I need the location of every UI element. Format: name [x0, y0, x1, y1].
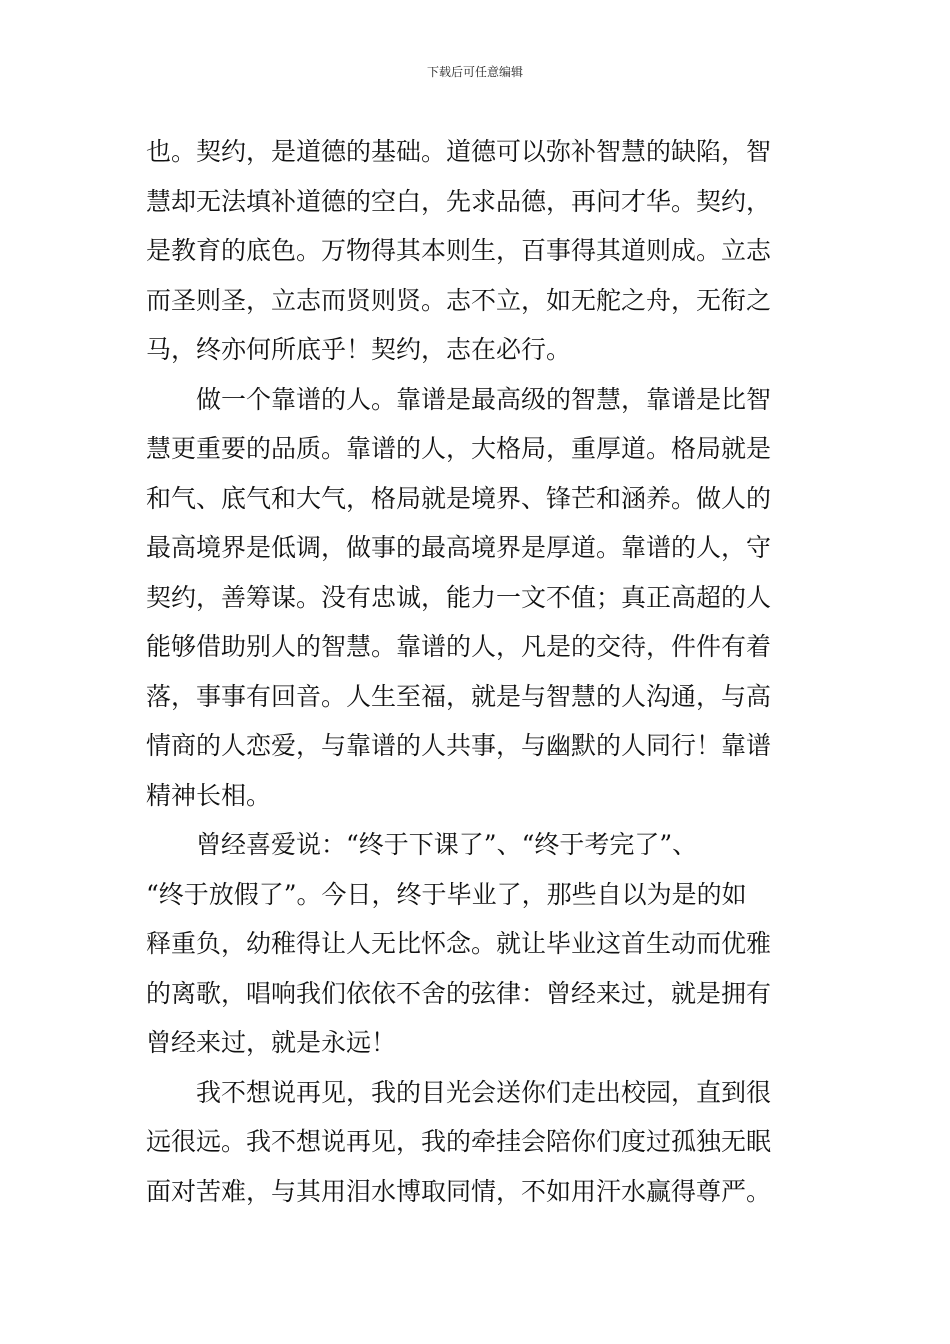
paragraph-line: 的离歌，唱响我们依依不舍的弦律：曾经来过，就是拥有 — [146, 978, 772, 1008]
paragraph-line: 远很远。我不想说再见，我的牵挂会陪你们度过孤独无眠 — [146, 1127, 772, 1156]
paragraph-line: 慧更重要的品质。靠谱的人，大格局，重厚道。格局就是 — [146, 434, 772, 463]
document-body — [146, 127, 811, 1216]
paragraph-line: 而圣则圣，立志而贤则贤。志不立，如无舵之舟，无衔之 — [146, 285, 772, 315]
paragraph-line: 精神长相。 — [146, 780, 272, 810]
paragraph-line: 和气、底气和大气，格局就是境界、锋芒和涵养。做人的 — [146, 483, 772, 513]
paragraph-line: 最高境界是低调，做事的最高境界是厚道。靠谱的人，守 — [146, 533, 772, 562]
paragraph-line: 马，终亦何所底乎！契约，志在必行。 — [146, 335, 572, 364]
paragraph-line: 落，事事有回音。人生至福，就是与智慧的人沟通，与高 — [146, 681, 772, 711]
paragraph-line: 曾经来过，就是永远！ — [146, 1028, 397, 1057]
paragraph-line: “终于放假了”。今日，终于毕业了，那些自以为是的如 — [146, 879, 747, 909]
paragraph-line: 情商的人恋爱，与靠谱的人共事，与幽默的人同行！靠谱 — [146, 731, 772, 760]
paragraph-line: 释重负，幼稚得让人无比怀念。就让毕业这首生动而优雅 — [146, 929, 772, 958]
paragraph-line: 我不想说再见，我的目光会送你们走出校园，直到很 — [196, 1077, 772, 1107]
paragraph-line: 能够借助别人的智慧。靠谱的人，凡是的交待，件件有着 — [146, 632, 772, 661]
paragraph-line: 是教育的底色。万物得其本则生，百事得其道则成。立志 — [146, 236, 772, 265]
paragraph-line: 契约，善筹谋。没有忠诚，能力一文不值；真正高超的人 — [146, 582, 772, 612]
page-header: 下载后可任意编辑 — [426, 65, 523, 79]
paragraph-line: 曾经喜爱说：“终于下课了”、“终于考完了”、 — [196, 830, 698, 859]
paragraph-line: 慧却无法填补道德的空白，先求品德，再问才华。契约， — [146, 186, 772, 216]
paragraph-line: 也。契约，是道德的基础。道德可以弥补智慧的缺陷，智 — [146, 137, 772, 166]
paragraph-line: 面对苦难，与其用泪水博取同情，不如用汗水赢得尊严。 — [146, 1176, 772, 1206]
paragraph-line: 做一个靠谱的人。靠谱是最高级的智慧，靠谱是比智 — [196, 384, 772, 414]
